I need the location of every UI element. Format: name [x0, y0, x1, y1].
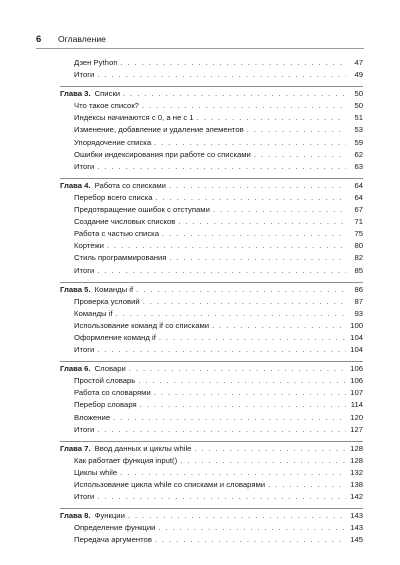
section-entry[interactable] — [60, 228, 363, 240]
section-entry[interactable] — [60, 192, 363, 204]
dot-leader — [107, 240, 346, 252]
chapter-number: Глава 4. — [60, 180, 91, 190]
dot-leader — [129, 363, 346, 375]
section-page: 132 — [350, 467, 363, 477]
chapter-entry[interactable] — [60, 88, 363, 100]
section-title: Команды if — [74, 308, 113, 318]
dot-leader — [155, 534, 346, 546]
dot-leader — [158, 522, 346, 534]
section-title: Изменение, добавление и удаление элементов — [74, 125, 244, 135]
section-page: 53 — [354, 125, 363, 135]
section-page: 62 — [354, 149, 363, 159]
section-title: Как работает функция input() — [74, 455, 178, 465]
section-page: 143 — [350, 523, 363, 533]
section-page: 71 — [354, 217, 363, 227]
section-title: Дзен Python — [74, 58, 118, 67]
chapter-block — [60, 361, 363, 436]
dot-leader — [194, 443, 346, 455]
section-page: 104 — [350, 332, 363, 342]
section-page: 145 — [350, 535, 363, 545]
chapter-page: 143 — [350, 511, 363, 521]
chapter-entry[interactable] — [60, 180, 363, 192]
section-title: Стиль программирования — [74, 253, 167, 263]
section-page: 82 — [354, 253, 363, 263]
dot-leader — [212, 320, 346, 332]
dot-leader — [162, 228, 346, 240]
dot-leader — [97, 491, 346, 503]
section-entry[interactable] — [60, 387, 363, 399]
dot-leader — [121, 57, 347, 69]
dot-leader — [128, 510, 346, 522]
section-entry[interactable] — [60, 308, 363, 320]
dot-leader — [140, 399, 346, 411]
chapter-block — [60, 508, 363, 546]
section-entry[interactable] — [60, 57, 363, 69]
section-title: Итоги — [74, 265, 95, 275]
section-title: Итоги — [74, 70, 95, 80]
section-page: 75 — [354, 229, 363, 239]
dot-leader — [120, 467, 346, 479]
section-page: 59 — [354, 137, 363, 147]
section-entry[interactable] — [60, 240, 363, 252]
section-entry[interactable] — [60, 522, 363, 534]
dot-leader — [97, 424, 346, 436]
chapter-block — [60, 56, 363, 81]
section-title: Итоги — [74, 424, 95, 434]
section-entry[interactable] — [60, 424, 363, 436]
section-page: 63 — [354, 161, 363, 171]
section-title: Использование команд if со списками — [74, 320, 210, 330]
dot-leader — [169, 180, 346, 192]
chapter-title: Словари — [94, 364, 126, 374]
chapter-number: Глава 3. — [60, 89, 91, 99]
section-page: 49 — [354, 70, 363, 80]
chapter-page: 128 — [350, 443, 363, 453]
dot-leader — [197, 112, 346, 124]
dot-leader — [155, 192, 346, 204]
chapter-block — [60, 441, 363, 503]
section-entry[interactable] — [60, 399, 363, 411]
section-title: Циклы while — [74, 467, 118, 477]
section-title: Простой словарь — [74, 376, 136, 386]
section-title: Перебор словаря — [74, 400, 137, 410]
section-entry[interactable] — [60, 332, 363, 344]
chapter-block — [60, 86, 363, 173]
chapter-entry[interactable] — [60, 443, 363, 455]
section-entry[interactable] — [60, 320, 363, 332]
section-title: Кортежи — [74, 241, 104, 251]
section-page: 80 — [354, 241, 363, 251]
section-page: 50 — [354, 101, 363, 111]
chapter-title: Ввод данных и циклы while — [94, 443, 192, 453]
dot-leader — [116, 308, 346, 320]
section-entry[interactable] — [60, 375, 363, 387]
chapter-title: Списки — [94, 89, 121, 99]
section-page: 104 — [350, 345, 363, 355]
section-entry[interactable] — [60, 161, 363, 173]
section-title: Упорядочение списка — [74, 137, 152, 147]
chapter-title: Работа со списками — [94, 180, 166, 190]
section-title: Использование цикла while со списками и словарями — [74, 480, 266, 489]
section-entry[interactable] — [60, 252, 363, 264]
section-title: Итоги — [74, 345, 95, 355]
section-entry[interactable] — [60, 265, 363, 277]
section-page: 114 — [350, 400, 363, 410]
section-page: 142 — [350, 492, 363, 502]
dot-leader — [254, 149, 346, 161]
dot-leader — [97, 161, 346, 173]
section-page: 106 — [350, 376, 363, 386]
section-title: Предотвращение ошибок с отступами — [74, 205, 210, 215]
chapter-page: 86 — [354, 284, 363, 294]
section-entry[interactable] — [60, 69, 363, 81]
dot-leader — [247, 124, 346, 136]
section-title: Определение функции — [74, 523, 156, 533]
chapter-page: 50 — [354, 89, 363, 99]
section-entry[interactable] — [60, 124, 363, 136]
page-number: 6 — [36, 34, 42, 45]
running-head — [36, 34, 106, 45]
section-title: Вложение — [74, 412, 111, 422]
section-entry[interactable] — [60, 149, 363, 161]
section-page: 51 — [354, 113, 363, 123]
dot-leader — [268, 479, 346, 491]
chapter-entry[interactable] — [60, 363, 363, 375]
dot-leader — [154, 137, 346, 149]
dot-leader — [143, 296, 346, 308]
section-title: Работа со словарями — [74, 388, 151, 398]
chapter-title: Команды if — [94, 284, 134, 294]
chapter-entry[interactable] — [60, 284, 363, 296]
running-title: Оглавление — [58, 34, 106, 44]
section-entry[interactable] — [60, 479, 363, 491]
section-page: 47 — [354, 58, 363, 67]
section-page: 67 — [354, 205, 363, 215]
dot-leader — [97, 265, 346, 277]
section-page: 107 — [350, 388, 363, 398]
chapter-page: 106 — [350, 364, 363, 374]
section-page: 93 — [354, 308, 363, 318]
chapter-title: Функции — [94, 511, 125, 521]
chapter-number: Глава 6. — [60, 364, 91, 374]
section-page: 87 — [354, 296, 363, 306]
section-title: Что такое список? — [74, 101, 139, 111]
section-page: 138 — [350, 480, 363, 489]
section-entry[interactable] — [60, 455, 363, 467]
dot-leader — [159, 332, 346, 344]
section-title: Перебор всего списка — [74, 192, 153, 202]
section-entry[interactable] — [60, 204, 363, 216]
dot-leader — [154, 387, 346, 399]
chapter-page: 64 — [354, 180, 363, 190]
dot-leader — [180, 455, 346, 467]
section-page: 100 — [350, 320, 363, 330]
section-page: 85 — [354, 265, 363, 275]
section-title: Работа с частью списка — [74, 229, 159, 239]
table-of-contents — [60, 56, 363, 551]
section-title: Итоги — [74, 161, 95, 171]
dot-leader — [142, 100, 346, 112]
dot-leader — [169, 252, 346, 264]
chapter-number: Глава 5. — [60, 284, 91, 294]
section-title: Индексы начинаются с 0, а не с 1 — [74, 113, 194, 123]
chapter-number: Глава 7. — [60, 443, 91, 453]
dot-leader — [178, 216, 346, 228]
section-page: 120 — [350, 412, 363, 422]
section-title: Создание числовых списков — [74, 217, 176, 227]
dot-leader — [213, 204, 346, 216]
section-entry[interactable] — [60, 137, 363, 149]
section-title: Ошибки индексирования при работе со списками — [74, 149, 251, 159]
section-entry[interactable] — [60, 112, 363, 124]
header-rule — [36, 48, 364, 49]
chapter-entry[interactable] — [60, 510, 363, 522]
dot-leader — [113, 412, 346, 424]
chapter-number: Глава 8. — [60, 511, 91, 521]
section-entry[interactable] — [60, 216, 363, 228]
dot-leader — [97, 69, 346, 81]
dot-leader — [138, 375, 346, 387]
section-entry[interactable] — [60, 344, 363, 356]
section-entry[interactable] — [60, 534, 363, 546]
dot-leader — [97, 344, 346, 356]
chapter-block — [60, 282, 363, 357]
section-title: Проверка условий — [74, 296, 140, 306]
section-page: 127 — [350, 424, 363, 434]
section-entry[interactable] — [60, 467, 363, 479]
chapter-block — [60, 178, 363, 277]
section-title: Передача аргументов — [74, 535, 152, 545]
section-entry[interactable] — [60, 100, 363, 112]
dot-leader — [123, 88, 346, 100]
section-title: Итоги — [74, 492, 95, 502]
section-entry[interactable] — [60, 491, 363, 503]
section-title: Оформление команд if — [74, 332, 156, 342]
section-page: 64 — [354, 192, 363, 202]
section-page: 128 — [350, 455, 363, 465]
section-entry[interactable] — [60, 412, 363, 424]
dot-leader — [136, 284, 346, 296]
section-entry[interactable] — [60, 296, 363, 308]
